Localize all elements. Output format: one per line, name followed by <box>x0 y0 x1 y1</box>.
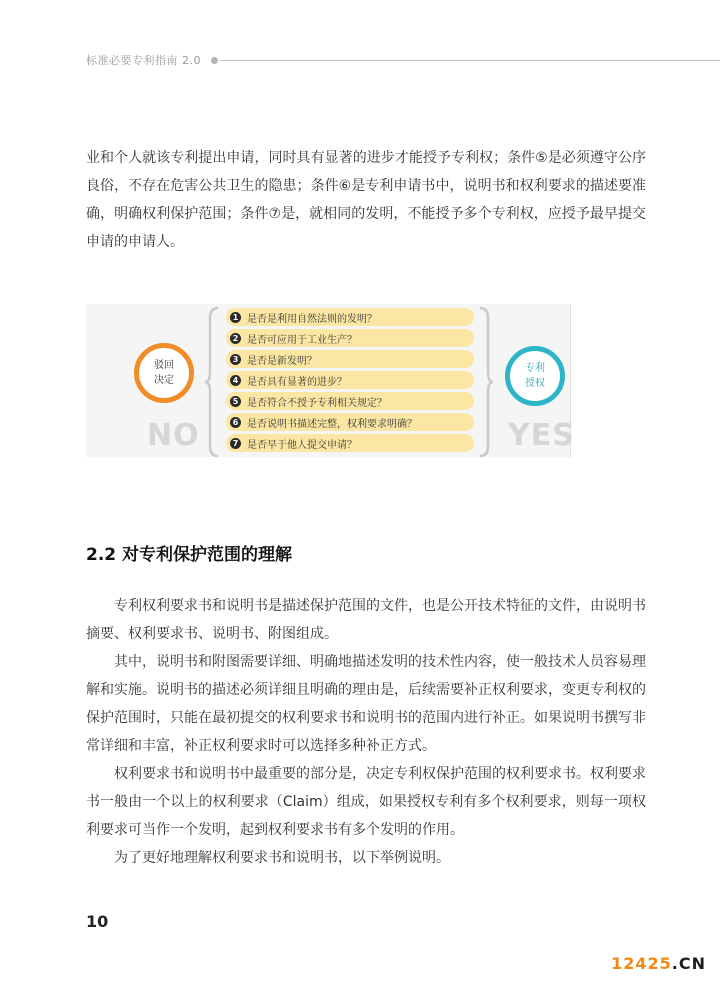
reject-decision-label: 驳回决定 <box>154 360 174 386</box>
condition-text: 是否符合不授予专利相关规定？ <box>247 397 387 409</box>
body-paragraph: 其中，说明书和附图需要详细、明确地描述发明的技术性内容，使一般技术人员容易理解和实施。说明书的描述必须详细且明确的理由是，后续需要补正权利要求，变更专利权的保护范围时，只能在最初提交的权利要求书和说明书的范围内进行补正。如果说明书撰写非常详细和丰富，补正权利要求时可以选择多种补正方式。 <box>86 654 646 754</box>
condition-item <box>226 434 474 452</box>
condition-number: 5 <box>230 396 241 407</box>
body-paragraph: 为了更好地理解权利要求书和说明书，以下举例说明。 <box>114 850 450 866</box>
condition-text: 是否说明书描述完整，权利要求明确？ <box>247 418 417 430</box>
condition-number: 1 <box>230 312 241 323</box>
condition-item <box>226 392 474 410</box>
patent-conditions-figure <box>86 228 575 458</box>
condition-text: 是否是利用自然法则的发明？ <box>247 313 377 325</box>
condition-item <box>226 329 474 347</box>
condition-number: 3 <box>230 354 241 365</box>
watermark-number: 12425 <box>611 954 672 973</box>
no-word: NO <box>147 418 200 453</box>
condition-item <box>226 350 474 368</box>
condition-item <box>226 308 474 326</box>
body-paragraph: 权利要求书和说明书中最重要的部分是，决定专利权保护范围的权利要求书。权利要求书一般由一个以上的权利要求（Claim）组成，如果授权专利有多个权利要求，则每一项权利要求可当作一个发明，起到权利要求书有多个发明的作用。 <box>86 766 646 838</box>
running-header <box>86 50 720 70</box>
condition-list <box>226 308 474 455</box>
header-title: 标准必要专利指南 2.0 <box>86 54 201 67</box>
site-watermark <box>611 954 706 973</box>
condition-text: 是否具有显著的进步？ <box>247 376 347 388</box>
condition-item <box>226 371 474 389</box>
section-heading: 2.2 对专利保护范围的理解 <box>86 545 293 565</box>
body-paragraph: 专利权利要求书和说明书是描述保护范围的文件，也是公开技术特征的文件，由说明书摘要、权利要求书、说明书、附图组成。 <box>86 598 646 642</box>
patent-grant-label: 专利授权 <box>525 363 545 389</box>
condition-number: 7 <box>230 438 241 449</box>
condition-number: 2 <box>230 333 241 344</box>
watermark-suffix: .CN <box>671 954 706 973</box>
intro-paragraph: 业和个人就该专利提出申请，同时具有显著的进步才能授予专利权；条件⑤是必须遵守公序良俗，不存在危害公共卫生的隐患；条件⑥是专利申请书中，说明书和权利要求的描述要准确，明确权利保护范围；条件⑦是，就相同的发明，不能授予多个专利权，应授予最早提交申请的申请人。 <box>86 150 646 250</box>
header-rule <box>220 60 720 61</box>
condition-text: 是否早于他人提交申请？ <box>247 439 357 451</box>
condition-text: 是否可应用于工业生产？ <box>247 334 357 346</box>
condition-item <box>226 413 474 431</box>
condition-text: 是否是新发明？ <box>247 355 317 367</box>
patent-grant-circle <box>505 346 565 406</box>
yes-word: YES <box>508 418 575 453</box>
condition-number: 4 <box>230 375 241 386</box>
reject-decision-circle <box>134 343 194 403</box>
right-brace <box>478 306 494 458</box>
left-brace <box>204 306 220 458</box>
condition-number: 6 <box>230 417 241 428</box>
page-number: 10 <box>86 912 109 931</box>
header-dot <box>211 57 218 64</box>
